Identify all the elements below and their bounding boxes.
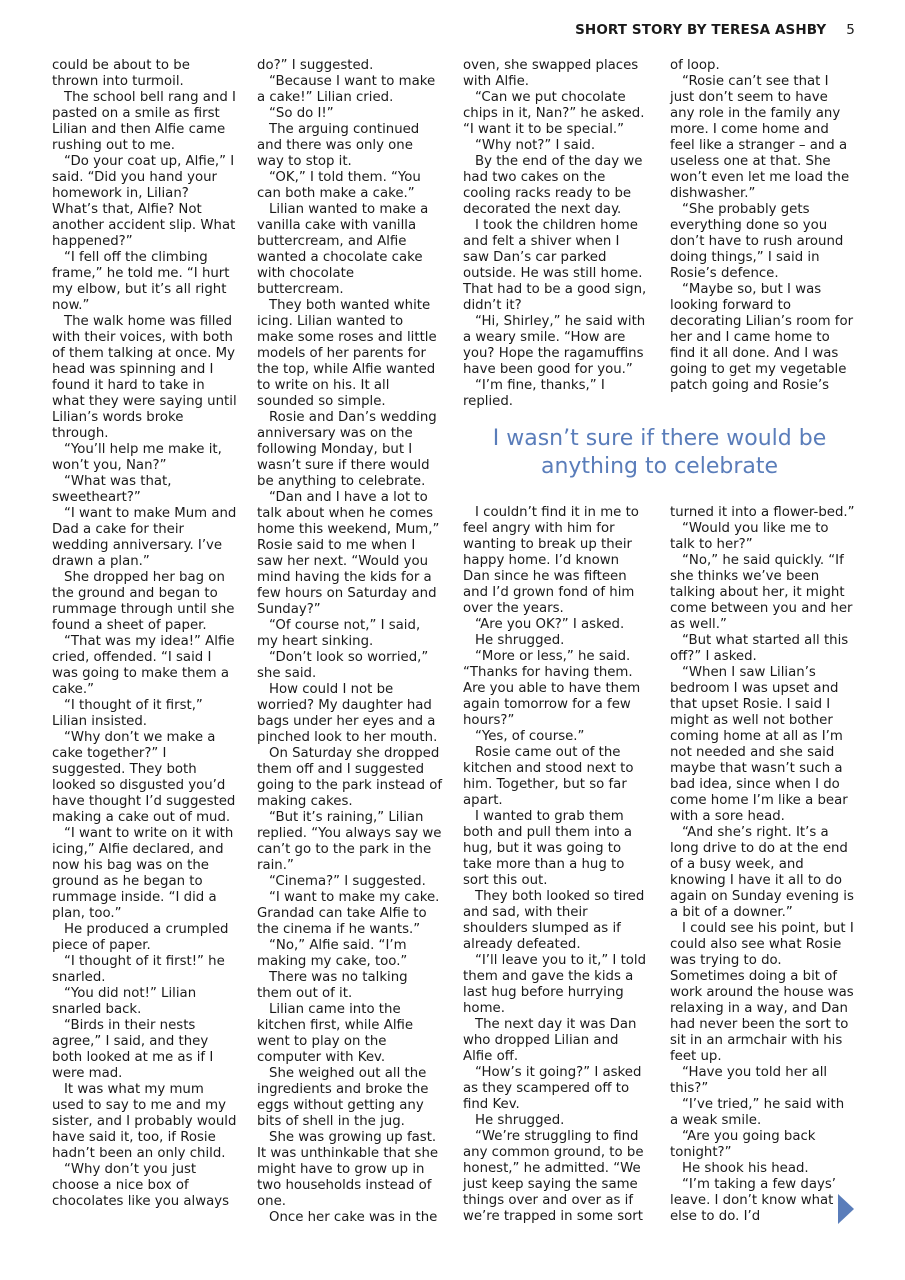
paragraph: of loop. <box>670 58 720 73</box>
paragraph: “That was my idea!” Alfie cried, offended. “I said I was going to make them a cake.” <box>52 634 235 697</box>
paragraph: “When I saw Lilian’s bedroom I was upset and that upset Rosie. I said I might as well not bother coming home at all as I’m not needed and she said maybe that wasn’t such a bad idea, since when I do come home I’m like a bear with a sore head. <box>670 665 848 824</box>
paragraph: “Hi, Shirley,” he said with a weary smile. “How are you? Hope the ragamuffins have been good for you.” <box>463 314 646 377</box>
paragraph: They both looked so tired and sad, with their shoulders slumped as if already defeated. <box>463 889 645 952</box>
paragraph: I wanted to grab them both and pull them into a hug, but it was going to take more than a hug to sort this out. <box>463 809 633 888</box>
paragraph: “OK,” I told them. “You can both make a cake.” <box>257 170 421 201</box>
paragraph: Rosie came out of the kitchen and stood next to him. Together, but so far apart. <box>463 745 634 808</box>
paragraph: On Saturday she dropped them off and I suggested going to the park instead of making cakes. <box>257 746 443 809</box>
paragraph: “And she’s right. It’s a long drive to do at the end of a busy week, and knowing I have it all to do again on Sunday evening is a bit of a downer.” <box>670 825 854 920</box>
paragraph: “Can we put chocolate chips in it, Nan?” he asked. “I want it to be special.” <box>463 90 645 137</box>
paragraph: “I want to write on it with icing,” Alfie declared, and now his bag was on the ground as he began to rummage inside. “I did a plan, too.” <box>52 826 234 921</box>
paragraph: “Have you told her all this?” <box>670 1065 828 1096</box>
paragraph: “How’s it going?” I asked as they scampered off to find Kev. <box>463 1065 642 1112</box>
pull-quote: I wasn’t sure if there would be anything to celebrate <box>492 426 827 479</box>
paragraph: “I fell off the climbing frame,” he told me. “I hurt my elbow, but it’s all right now.” <box>52 250 230 313</box>
paragraph: “Because I want to make a cake!” Lilian cried. <box>257 74 436 105</box>
paragraph: The walk home was filled with their voices, with both of them talking at once. My head was spinning and I found it hard to take in what they were saying until Lilian’s words broke through. <box>52 314 237 441</box>
paragraph: Lilian wanted to make a vanilla cake with vanilla buttercream, and Alfie wanted a chocolate cake with chocolate buttercream. <box>257 202 429 297</box>
page-header <box>575 22 855 38</box>
paragraph: “What was that, sweetheart?” <box>52 474 172 505</box>
paragraph: Rosie and Dan’s wedding anniversary was on the following Monday, but I wasn’t sure if there would be anything to celebrate. <box>257 410 437 489</box>
paragraph: How could I not be worried? My daughter had bags under her eyes and a pinched look to her mouth. <box>257 682 438 745</box>
paragraph: turned it into a flower-bed.” <box>670 505 855 520</box>
paragraph: He shook his head. <box>682 1161 809 1176</box>
paragraph: “We’re struggling to find any common ground, to be honest,” he admitted. “We just keep saying the same things over and over as if we’re trapped in some sort <box>463 1129 644 1224</box>
page-number: 5 <box>846 22 855 38</box>
paragraph: I took the children home and felt a shiver when I saw Dan’s car parked outside. He was still home. That had to be a good sign, didn’t it? <box>463 218 647 313</box>
paragraph: He shrugged. <box>475 633 565 648</box>
paragraph: “I thought of it first!” he snarled. <box>52 954 225 985</box>
paragraph: I could see his point, but I could also see what Rosie was trying to do. Sometimes doing a bit of work around the house was relaxing in a way, and Dan had never been the sort to sit in an armchair with his feet up. <box>670 921 854 1064</box>
paragraph: “Would you like me to talk to her?” <box>670 521 829 552</box>
paragraph: It was what my mum used to say to me and my sister, and I probably would have said it, too, if Rosie hadn’t been an only child. <box>52 1082 237 1161</box>
paragraph: They both wanted white icing. Lilian wanted to make some roses and little models of her parents for the top, while Alfie wanted to write on his. It all sounded so simple. <box>257 298 437 409</box>
paragraph: “Why don’t we make a cake together?” I suggested. They both looked so disgusted you’d have thought I’d suggested making a cake out of mud. <box>52 730 236 825</box>
paragraph: “But it’s raining,” Lilian replied. “You always say we can’t go to the park in the rain.” <box>257 810 442 873</box>
paragraph: “Rosie can’t see that I just don’t seem to have any role in the family any more. I come home and feel like a stranger – and a useless one at that. She won’t even let me load the dishwasher.” <box>670 74 850 201</box>
text-column-3-top <box>463 58 649 410</box>
paragraph: By the end of the day we had two cakes on the cooling racks ready to be decorated the next day. <box>463 154 643 217</box>
paragraph: “Don’t look so worried,” she said. <box>257 650 429 681</box>
paragraph: “More or less,” he said. “Thanks for having them. Are you able to have them again tomorrow for a few hours?” <box>463 649 641 728</box>
text-column-4-top <box>670 58 856 394</box>
paragraph: “Of course not,” I said, my heart sinking. <box>257 618 421 649</box>
paragraph: She was growing up fast. It was unthinkable that she might have to grow up in two households instead of one. <box>257 1130 439 1209</box>
text-column-2 <box>257 58 443 1226</box>
paragraph: “Cinema?” I suggested. <box>269 874 426 889</box>
paragraph: “Are you going back tonight?” <box>670 1129 816 1160</box>
paragraph: “Birds in their nests agree,” I said, and they both looked at me as if I were mad. <box>52 1018 214 1081</box>
paragraph: Once her cake was in the <box>269 1210 438 1225</box>
paragraph: “She probably gets everything done so you don’t have to rush around doing things,” I said in Rosie’s defence. <box>670 202 844 281</box>
paragraph: do?” I suggested. <box>257 58 374 73</box>
paragraph: “Dan and I have a lot to talk about when he comes home this weekend, Mum,” Rosie said to me when I saw her next. “Would you mind having the kids for a few hours on Saturday and Sunday?” <box>257 490 440 617</box>
text-column-1 <box>52 58 238 1210</box>
paragraph: “I’ll leave you to it,” I told them and gave the kids a last hug before hurrying home. <box>463 953 647 1016</box>
paragraph: “No,” he said quickly. “If she thinks we’ve been talking about her, it might come between you and her as well.” <box>670 553 853 632</box>
paragraph: “I want to make Mum and Dad a cake for their wedding anniversary. I’ve drawn a plan.” <box>52 506 237 569</box>
paragraph: “Maybe so, but I was looking forward to decorating Lilian’s room for her and I came home to find it all done. And I was going to get my vegetable patch going and Rosie’s <box>670 282 854 393</box>
paragraph: “I’m taking a few days’ leave. I don’t know what else to do. I’d <box>670 1177 837 1224</box>
paragraph: “No,” Alfie said. “I’m making my cake, too.” <box>257 938 408 969</box>
paragraph: “But what started all this off?” I asked. <box>670 633 849 664</box>
story-title: SHORT STORY BY TERESA ASHBY <box>575 22 827 38</box>
paragraph: could be about to be thrown into turmoil. <box>52 58 190 89</box>
paragraph: “I’ve tried,” he said with a weak smile. <box>670 1097 845 1128</box>
paragraph: “I’m fine, thanks,” I replied. <box>463 378 605 409</box>
paragraph: “You did not!” Lilian snarled back. <box>52 986 197 1017</box>
paragraph: The school bell rang and I pasted on a smile as first Lilian and then Alfie came rushing out to me. <box>52 90 236 153</box>
paragraph: “I want to make my cake. Grandad can take Alfie to the cinema if he wants.” <box>257 890 440 937</box>
text-column-3-bottom <box>463 505 649 1225</box>
paragraph: She dropped her bag on the ground and began to rummage through until she found a sheet of paper. <box>52 570 235 633</box>
paragraph: “I thought of it first,” Lilian insisted. <box>52 698 203 729</box>
paragraph: “Why not?” I said. <box>475 138 596 153</box>
paragraph: She weighed out all the ingredients and broke the eggs without getting any bits of shell in the jug. <box>257 1066 429 1129</box>
paragraph: There was no talking them out of it. <box>257 970 408 1001</box>
continue-arrow-icon <box>838 1194 854 1224</box>
paragraph: He produced a crumpled piece of paper. <box>52 922 229 953</box>
paragraph: He shrugged. <box>475 1113 565 1128</box>
paragraph: The next day it was Dan who dropped Lilian and Alfie off. <box>463 1017 637 1064</box>
paragraph: “So do I!” <box>269 106 334 121</box>
paragraph: The arguing continued and there was only one way to stop it. <box>257 122 420 169</box>
paragraph: “Do your coat up, Alfie,” I said. “Did you hand your homework in, Lilian? What’s that, Alfie? Not another accident slip. What happened?” <box>52 154 236 249</box>
paragraph: Lilian came into the kitchen first, while Alfie went to play on the computer with Kev. <box>257 1002 414 1065</box>
paragraph: “You’ll help me make it, won’t you, Nan?” <box>52 442 222 473</box>
paragraph: I couldn’t find it in me to feel angry with him for wanting to break up their happy home. I’d known Dan since he was fifteen and I’d grown fond of him over the years. <box>463 505 639 616</box>
paragraph: “Yes, of course.” <box>475 729 585 744</box>
paragraph: “Why don’t you just choose a nice box of chocolates like you always <box>52 1162 230 1209</box>
text-column-4-bottom <box>670 505 856 1225</box>
paragraph: oven, she swapped places with Alfie. <box>463 58 639 89</box>
paragraph: “Are you OK?” I asked. <box>475 617 625 632</box>
